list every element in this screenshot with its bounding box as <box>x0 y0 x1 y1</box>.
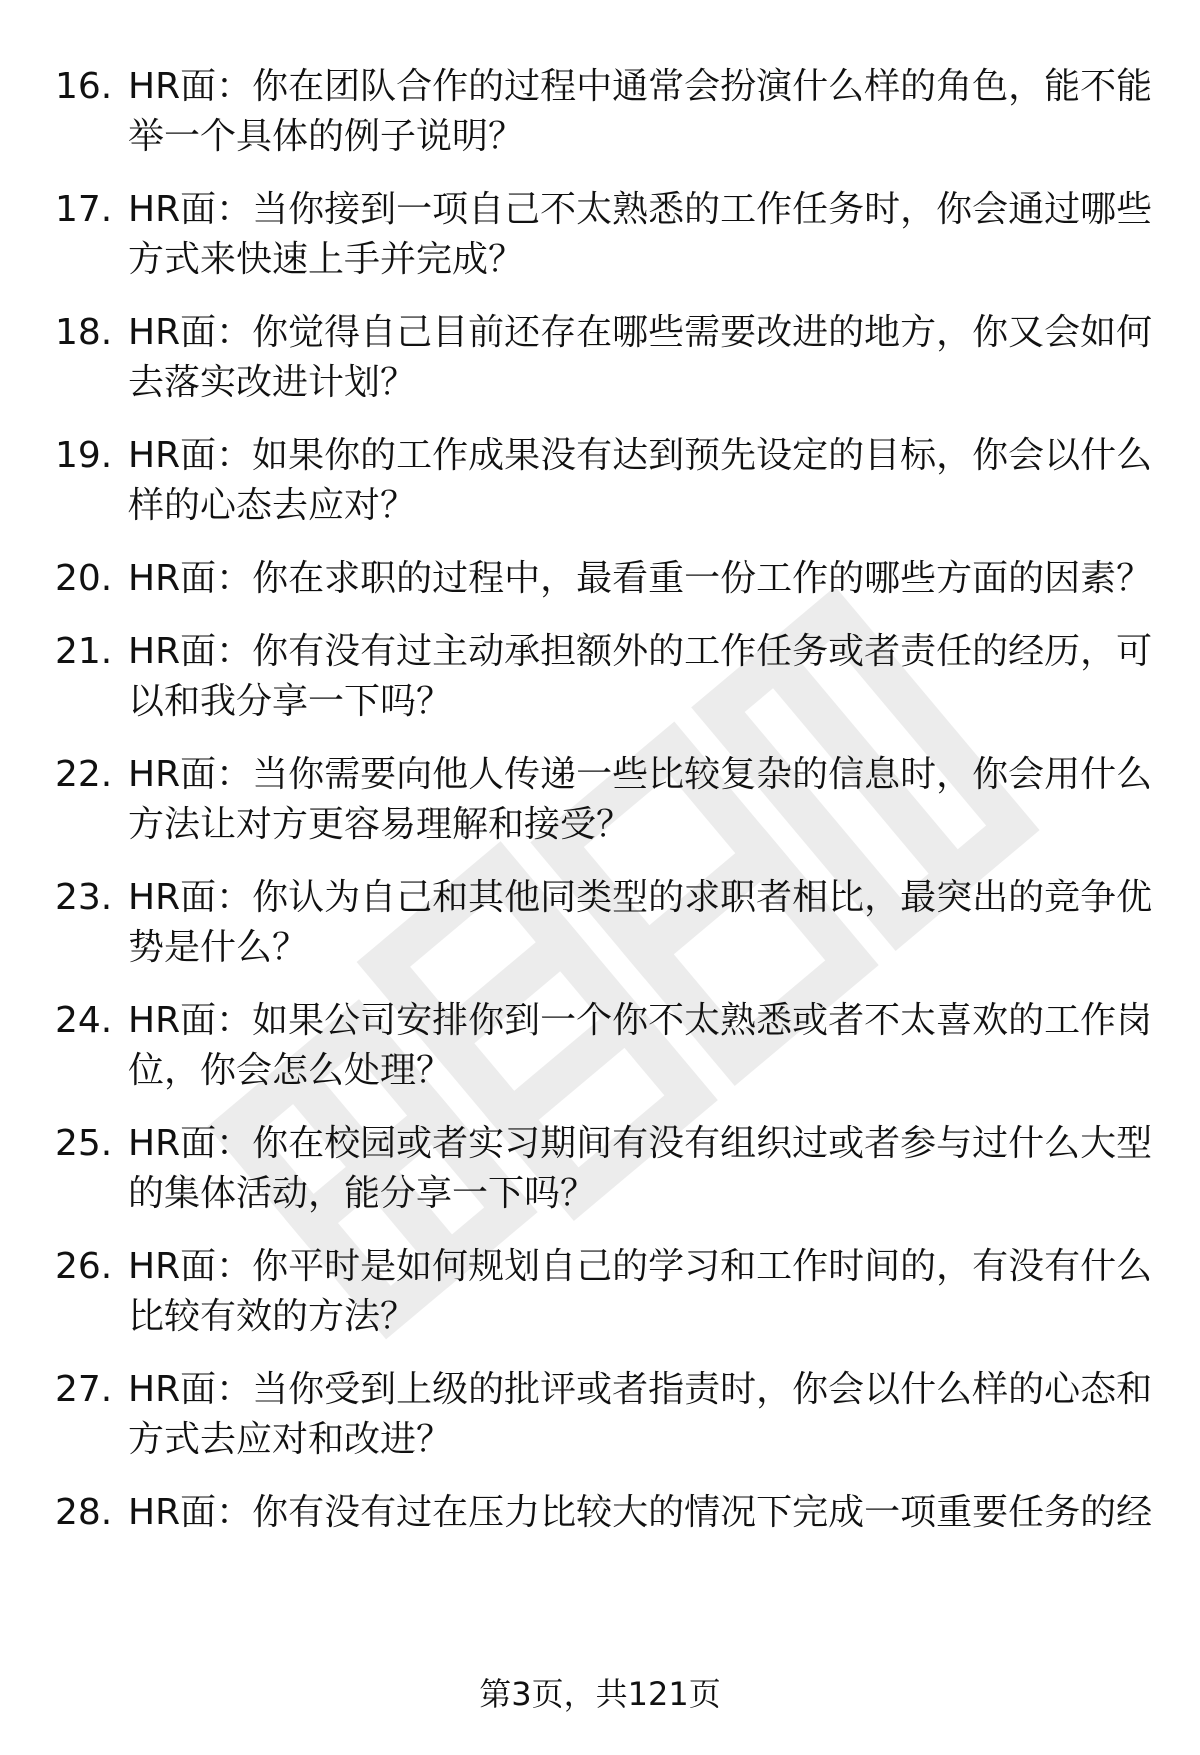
question-number: 24. <box>55 1000 113 1041</box>
page-footer: 第3页，共121页 <box>479 1675 721 1713</box>
question-text: HR面：如果你的工作成果没有达到预先设定的目标，你会以什么样的心态去应对？ <box>128 435 1153 526</box>
question-text: HR面：你在校园或者实习期间有没有组织过或者参与过什么大型的集体活动，能分享一下吗？ <box>128 1123 1153 1214</box>
question-number: 19. <box>55 435 113 476</box>
question-text: HR面：你觉得自己目前还存在哪些需要改进的地方，你又会如何去落实改进计划？ <box>128 312 1153 403</box>
question-number: 22. <box>55 754 113 795</box>
question-number: 16. <box>55 66 113 107</box>
question-number: 28. <box>55 1492 113 1533</box>
question-text: HR面：如果公司安排你到一个你不太熟悉或者不太喜欢的工作岗位，你会怎么处理？ <box>128 1000 1153 1091</box>
question-number: 21. <box>55 631 113 672</box>
question-text: HR面：当你需要向他人传递一些比较复杂的信息时，你会用什么方法让对方更容易理解和接受？ <box>128 754 1153 845</box>
question-text: HR面：你平时是如何规划自己的学习和工作时间的，有没有什么比较有效的方法？ <box>128 1246 1153 1337</box>
question-number: 27. <box>55 1369 113 1410</box>
question-text: HR面：当你接到一项自己不太熟悉的工作任务时，你会通过哪些方式来快速上手并完成？ <box>128 189 1153 280</box>
question-text: HR面：你认为自己和其他同类型的求职者相比，最突出的竞争优势是什么？ <box>128 877 1153 968</box>
question-number: 26. <box>55 1246 113 1287</box>
question-text: HR面：你在团队合作的过程中通常会扮演什么样的角色，能不能举一个具体的例子说明？ <box>128 66 1153 157</box>
question-text: HR面：你有没有过在压力比较大的情况下完成一项重要任务的经 <box>128 1492 1153 1533</box>
question-text: HR面：你有没有过主动承担额外的工作任务或者责任的经历，可以和我分享一下吗？ <box>128 631 1153 722</box>
question-number: 18. <box>55 312 113 353</box>
question-text: HR面：当你受到上级的批评或者指责时，你会以什么样的心态和方式去应对和改进？ <box>128 1369 1153 1460</box>
question-number: 23. <box>55 877 113 918</box>
question-number: 17. <box>55 189 113 230</box>
question-number: 20. <box>55 558 113 599</box>
question-number: 25. <box>55 1123 113 1164</box>
question-text: HR面：你在求职的过程中，最看重一份工作的哪些方面的因素？ <box>128 558 1153 599</box>
